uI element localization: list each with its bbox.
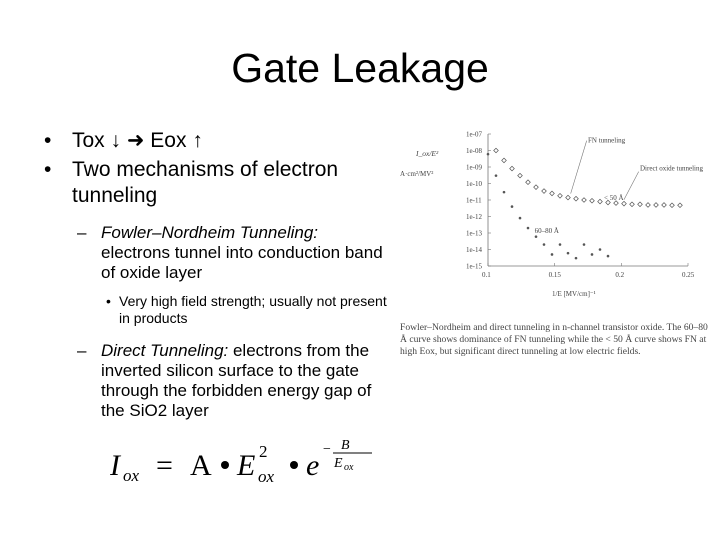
- series-lt50-point: [678, 203, 683, 208]
- series-lt50-point: [518, 173, 523, 178]
- y-axis-units: A·cm²/MV²: [400, 170, 434, 178]
- bullet-list: [44, 128, 389, 421]
- sub-bullet-item: [44, 223, 389, 283]
- series-lt50-point: [622, 201, 627, 206]
- series-lt50-point: [526, 180, 531, 185]
- series-lt50-point: [590, 198, 595, 203]
- y-tick-label: 1e-15: [466, 262, 482, 271]
- sub-bullet-text: O2: [144, 401, 168, 420]
- formula-coef: A: [190, 449, 212, 482]
- bullet-text: Two mechanisms of electron tunneling: [72, 158, 339, 207]
- series-lt50-point: [550, 191, 555, 196]
- bullet-dot: •: [44, 129, 52, 152]
- sub-bullet-term: Direct Tunneling:: [101, 341, 229, 360]
- 60-80-label: 60–80 Å: [534, 227, 559, 235]
- direct-tunneling-label: Direct oxide tunneling: [640, 164, 703, 173]
- y-tick-label: 1e-13: [466, 229, 482, 238]
- series-60-80-point: [519, 217, 522, 220]
- series-lt50-point: [638, 202, 643, 207]
- series-lt50-point: [542, 189, 547, 194]
- series-lt50-point: [598, 199, 603, 204]
- down-arrow-icon: ↓: [110, 129, 122, 152]
- gate-leakage-formula: [110, 437, 380, 487]
- x-tick-label: 0.25: [682, 271, 695, 279]
- bullet-dot: •: [44, 158, 52, 181]
- series-60-80-point: [503, 191, 506, 194]
- bullet-item: [44, 128, 389, 154]
- series-60-80-point: [599, 248, 602, 251]
- tunneling-figure: [398, 126, 710, 371]
- up-arrow-icon: ↑: [192, 129, 203, 152]
- formula-field-sub: ox: [258, 467, 275, 486]
- lt50-label: < 50 Å: [604, 194, 624, 202]
- series-lt50-point: [534, 185, 539, 190]
- series-60-80-point: [527, 227, 530, 230]
- series-60-80-point: [607, 255, 610, 258]
- sub-sub-bullet-item: [44, 293, 389, 327]
- formula-exp-den-sub: ox: [344, 462, 354, 473]
- sub-bullet-text: layer: [167, 401, 209, 420]
- direct-pointer-line: [624, 172, 639, 200]
- sub-bullet-item: [44, 341, 389, 421]
- formula-lhs: I: [110, 449, 120, 482]
- series-60-80-point: [551, 253, 554, 256]
- x-tick-label: 0.1: [482, 271, 491, 279]
- right-arrow-icon: ➜: [121, 129, 151, 152]
- series-60-80-point: [535, 235, 538, 238]
- formula-exp-sign: −: [323, 442, 331, 457]
- series-lt50-point: [494, 148, 499, 153]
- formula-equals: =: [156, 449, 173, 482]
- formula-dot-icon: [290, 461, 298, 469]
- y-tick-label: 1e-08: [466, 147, 482, 155]
- series-lt50-point: [582, 198, 587, 203]
- bullet-text: Tox: [72, 129, 111, 152]
- series-lt50-point: [510, 166, 515, 171]
- fn-pointer-line: [571, 141, 587, 194]
- series-lt50-point: [630, 202, 635, 207]
- x-tick-label: 0.15: [548, 271, 561, 279]
- slide-title: Gate Leakage: [231, 45, 489, 91]
- series-lt50-point: [670, 203, 675, 208]
- series-60-80-point: [583, 243, 586, 246]
- y-tick-label: 1e-14: [466, 246, 482, 254]
- series-60-80-point: [511, 205, 514, 208]
- sub-sub-bullet-text: Very high field strength; usually not present in products: [119, 293, 387, 326]
- series-60-80-point: [495, 174, 498, 177]
- series-60-80-point: [591, 253, 594, 256]
- series-lt50-point: [566, 195, 571, 200]
- y-tick-label: 1e-07: [466, 130, 482, 139]
- formula-field: E: [237, 449, 256, 482]
- formula-exp-base: e: [306, 449, 320, 482]
- figure-caption: Fowler–Nordheim and direct tunneling in n-channel transistor oxide. The 60–80 Å curve shows dominance of FN tunneling while the < 50 Å curve shows FN at high Eox, but significant direct tunneling at low electric fields.: [400, 322, 708, 357]
- series-lt50-point: [662, 203, 667, 208]
- sub-bullet-dash: –: [77, 341, 87, 360]
- bullet-text: Eox: [150, 129, 193, 152]
- formula-lhs-sub: ox: [123, 466, 140, 485]
- sub-bullet-dash: –: [77, 223, 87, 242]
- series-60-80-point: [487, 153, 490, 156]
- formula-exp-num: B: [341, 438, 350, 453]
- series-60-80-point: [575, 257, 578, 260]
- formula-dot-icon: [221, 461, 229, 469]
- y-tick-label: 1e-11: [466, 196, 482, 205]
- series-60-80-point: [543, 243, 546, 246]
- series-lt50-point: [502, 158, 507, 163]
- sub-bullet-term: Fowler–Nordheim Tunneling:: [101, 223, 319, 242]
- sub-bullet-text: electrons from the inverted silicon surface to the gate through the forbidden energy gap of the Si: [101, 341, 372, 420]
- formula-exp-den: E: [334, 456, 343, 471]
- fn-tunneling-label: FN tunneling: [588, 136, 626, 145]
- y-tick-label: 1e-10: [466, 180, 482, 188]
- series-lt50-point: [646, 203, 651, 208]
- x-tick-label: 0.2: [615, 271, 625, 279]
- sub-sub-bullet-dot: •: [106, 293, 111, 309]
- series-lt50-point: [654, 203, 659, 208]
- series-60-80-point: [567, 252, 570, 255]
- y-axis-label: I_ox/E²: [416, 149, 439, 158]
- x-axis-label: 1/E [MV/cm]⁻¹: [552, 290, 596, 298]
- y-tick-label: 1e-09: [466, 163, 482, 172]
- formula-field-sup: 2: [259, 442, 268, 461]
- sub-bullet-text: electrons tunnel into conduction band of oxide layer: [101, 243, 383, 282]
- y-tick-label: 1e-12: [466, 213, 482, 221]
- series-lt50-point: [558, 193, 563, 198]
- series-lt50-point: [574, 196, 579, 201]
- bullet-item: [44, 157, 389, 209]
- tunneling-chart: [398, 126, 710, 312]
- series-60-80-point: [559, 243, 562, 246]
